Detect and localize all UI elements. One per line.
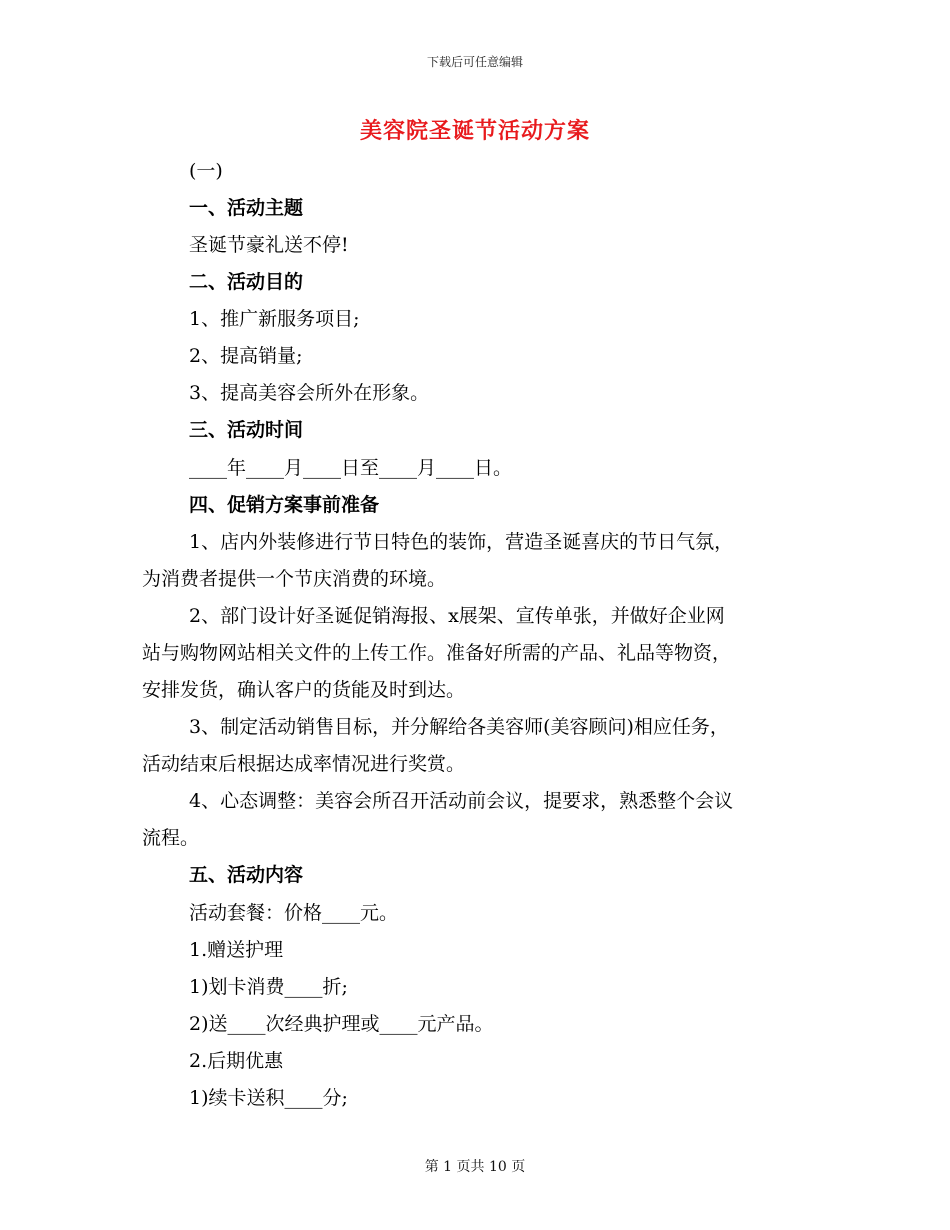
prep-item-4-line-2: 流程。	[142, 827, 200, 849]
page-header: 下载后可任意编辑	[426, 55, 523, 69]
package-price: 活动套餐：价格____元。	[189, 902, 399, 924]
prep-item-1-line-1: 1、店内外装修进行节日特色的装饰，营造圣诞喜庆的节日气氛，	[189, 531, 734, 553]
heading-theme: 一、活动主题	[189, 197, 304, 219]
heading-time: 三、活动时间	[189, 419, 304, 441]
content-item-2: 2.后期优惠	[189, 1050, 284, 1072]
content-item-1-sub-1: 1)划卡消费____折;	[189, 976, 348, 998]
content-item-2-sub-1: 1)续卡送积____分;	[189, 1087, 348, 1109]
prep-item-3-line-2: 活动结束后根据达成率情况进行奖赏。	[142, 753, 466, 775]
purpose-item-3: 3、提高美容会所外在形象。	[189, 382, 430, 404]
prep-item-2-line-2: 站与购物网站相关文件的上传工作。准备好所需的产品、礼品等物资，	[142, 642, 732, 664]
time-text: ____年____月____日至____月____日。	[189, 457, 513, 479]
content-item-1-sub-2: 2)送____次经典护理或____元产品。	[189, 1013, 494, 1035]
purpose-item-1: 1、推广新服务项目;	[189, 308, 360, 330]
page-footer: 第 1 页共 10 页	[424, 1159, 526, 1175]
theme-text: 圣诞节豪礼送不停!	[189, 234, 349, 256]
heading-content: 五、活动内容	[189, 864, 304, 886]
document-title: 美容院圣诞节活动方案	[359, 118, 590, 144]
heading-purpose: 二、活动目的	[189, 271, 304, 293]
content-item-1: 1.赠送护理	[189, 939, 284, 961]
purpose-item-2: 2、提高销量;	[189, 345, 303, 367]
prep-item-3-line-1: 3、制定活动销售目标，并分解给各美容师(美容顾问)相应任务，	[189, 716, 729, 738]
prep-item-4-line-1: 4、心态调整：美容会所召开活动前会议，提要求，熟悉整个会议	[189, 790, 734, 812]
prep-item-2-line-1: 2、部门设计好圣诞促销海报、x展架、宣传单张，并做好企业网	[189, 605, 725, 627]
prep-item-1-line-2: 为消费者提供一个节庆消费的环境。	[142, 568, 447, 590]
prep-item-2-line-3: 安排发货，确认客户的货能及时到达。	[142, 679, 466, 701]
section-marker: (一)	[189, 160, 223, 182]
heading-preparation: 四、促销方案事前准备	[189, 494, 380, 516]
